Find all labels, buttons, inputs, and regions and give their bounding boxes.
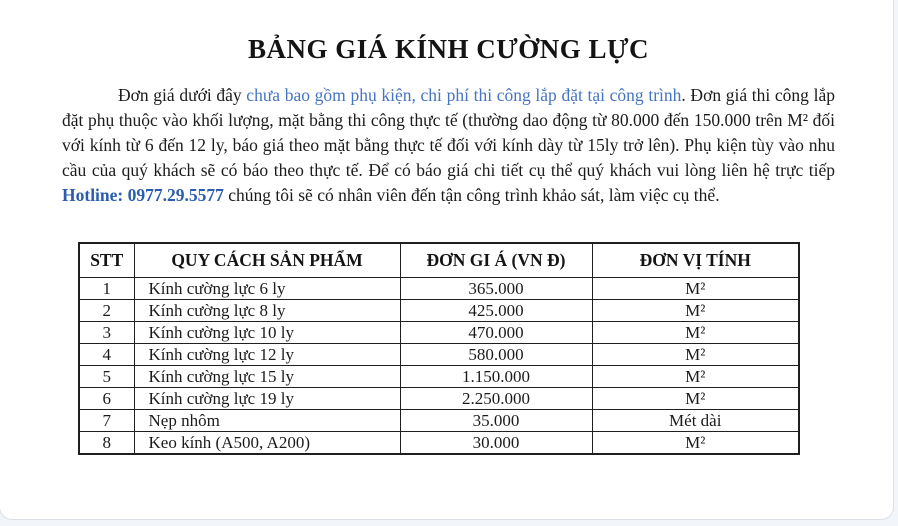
cell-unit: M² bbox=[592, 344, 799, 366]
intro-link[interactable]: chưa bao gồm phụ kiện, chi phí thi công lắp đặt tại công trình bbox=[246, 85, 682, 105]
cell-stt: 2 bbox=[79, 300, 134, 322]
intro-paragraph bbox=[62, 83, 835, 208]
cell-stt: 1 bbox=[79, 278, 134, 300]
table-row bbox=[79, 278, 799, 300]
cell-product: Kính cường lực 19 ly bbox=[134, 388, 400, 410]
intro-text: Đơn giá dưới đây bbox=[118, 85, 247, 105]
table-row bbox=[79, 300, 799, 322]
cell-unit: M² bbox=[592, 432, 799, 455]
header-price: ĐƠN GI Á (VN Đ) bbox=[400, 243, 592, 278]
cell-stt: 4 bbox=[79, 344, 134, 366]
table-row bbox=[79, 388, 799, 410]
cell-unit: M² bbox=[592, 366, 799, 388]
table-row bbox=[79, 410, 799, 432]
header-product: QUY CÁCH SẢN PHẨM bbox=[134, 243, 400, 278]
cell-price: 365.000 bbox=[400, 278, 592, 300]
cell-stt: 6 bbox=[79, 388, 134, 410]
cell-stt: 5 bbox=[79, 366, 134, 388]
header-unit: ĐƠN VỊ TÍNH bbox=[592, 243, 799, 278]
cell-product: Kính cường lực 8 ly bbox=[134, 300, 400, 322]
table-header-row bbox=[79, 243, 799, 278]
cell-product: Nẹp nhôm bbox=[134, 410, 400, 432]
cell-price: 35.000 bbox=[400, 410, 592, 432]
price-table bbox=[78, 242, 800, 455]
cell-product: Kính cường lực 15 ly bbox=[134, 366, 400, 388]
cell-unit: M² bbox=[592, 278, 799, 300]
table-row bbox=[79, 366, 799, 388]
table-row bbox=[79, 344, 799, 366]
cell-price: 30.000 bbox=[400, 432, 592, 455]
cell-unit: Mét dài bbox=[592, 410, 799, 432]
intro-text: chúng tôi sẽ có nhân viên đến tận công trình khảo sát, làm việc cụ thể. bbox=[223, 185, 720, 205]
cell-price: 470.000 bbox=[400, 322, 592, 344]
hotline-link[interactable]: Hotline: 0977.29.5577 bbox=[62, 185, 224, 205]
cell-price: 2.250.000 bbox=[400, 388, 592, 410]
cell-product: Kính cường lực 10 ly bbox=[134, 322, 400, 344]
cell-product: Keo kính (A500, A200) bbox=[134, 432, 400, 455]
cell-price: 580.000 bbox=[400, 344, 592, 366]
cell-stt: 3 bbox=[79, 322, 134, 344]
table-row bbox=[79, 322, 799, 344]
page-title: BẢNG GIÁ KÍNH CƯỜNG LỰC bbox=[247, 34, 649, 64]
cell-unit: M² bbox=[592, 322, 799, 344]
cell-price: 1.150.000 bbox=[400, 366, 592, 388]
cell-unit: M² bbox=[592, 300, 799, 322]
intro-text: . Đơn giá thi công lắp đặt phụ thuộc vào khối lượng, mặt bằng thi công thực tế (thường dao động từ 80.000 đến 150.000 trên M² đối với kính từ 6 đến 12 ly, báo giá theo mặt bằng thực tế đối với kính dày từ 15ly trở lên). Phụ kiện tùy vào nhu cầu của quý khách sẽ có báo theo thực tế. Để có báo giá chi tiết cụ thể quý khách vui lòng liên hệ trực tiếp bbox=[62, 85, 835, 180]
cell-stt: 8 bbox=[79, 432, 134, 455]
cell-stt: 7 bbox=[79, 410, 134, 432]
table-row bbox=[79, 432, 799, 455]
cell-unit: M² bbox=[592, 388, 799, 410]
cell-product: Kính cường lực 12 ly bbox=[134, 344, 400, 366]
cell-product: Kính cường lực 6 ly bbox=[134, 278, 400, 300]
cell-price: 425.000 bbox=[400, 300, 592, 322]
header-stt: STT bbox=[79, 243, 134, 278]
